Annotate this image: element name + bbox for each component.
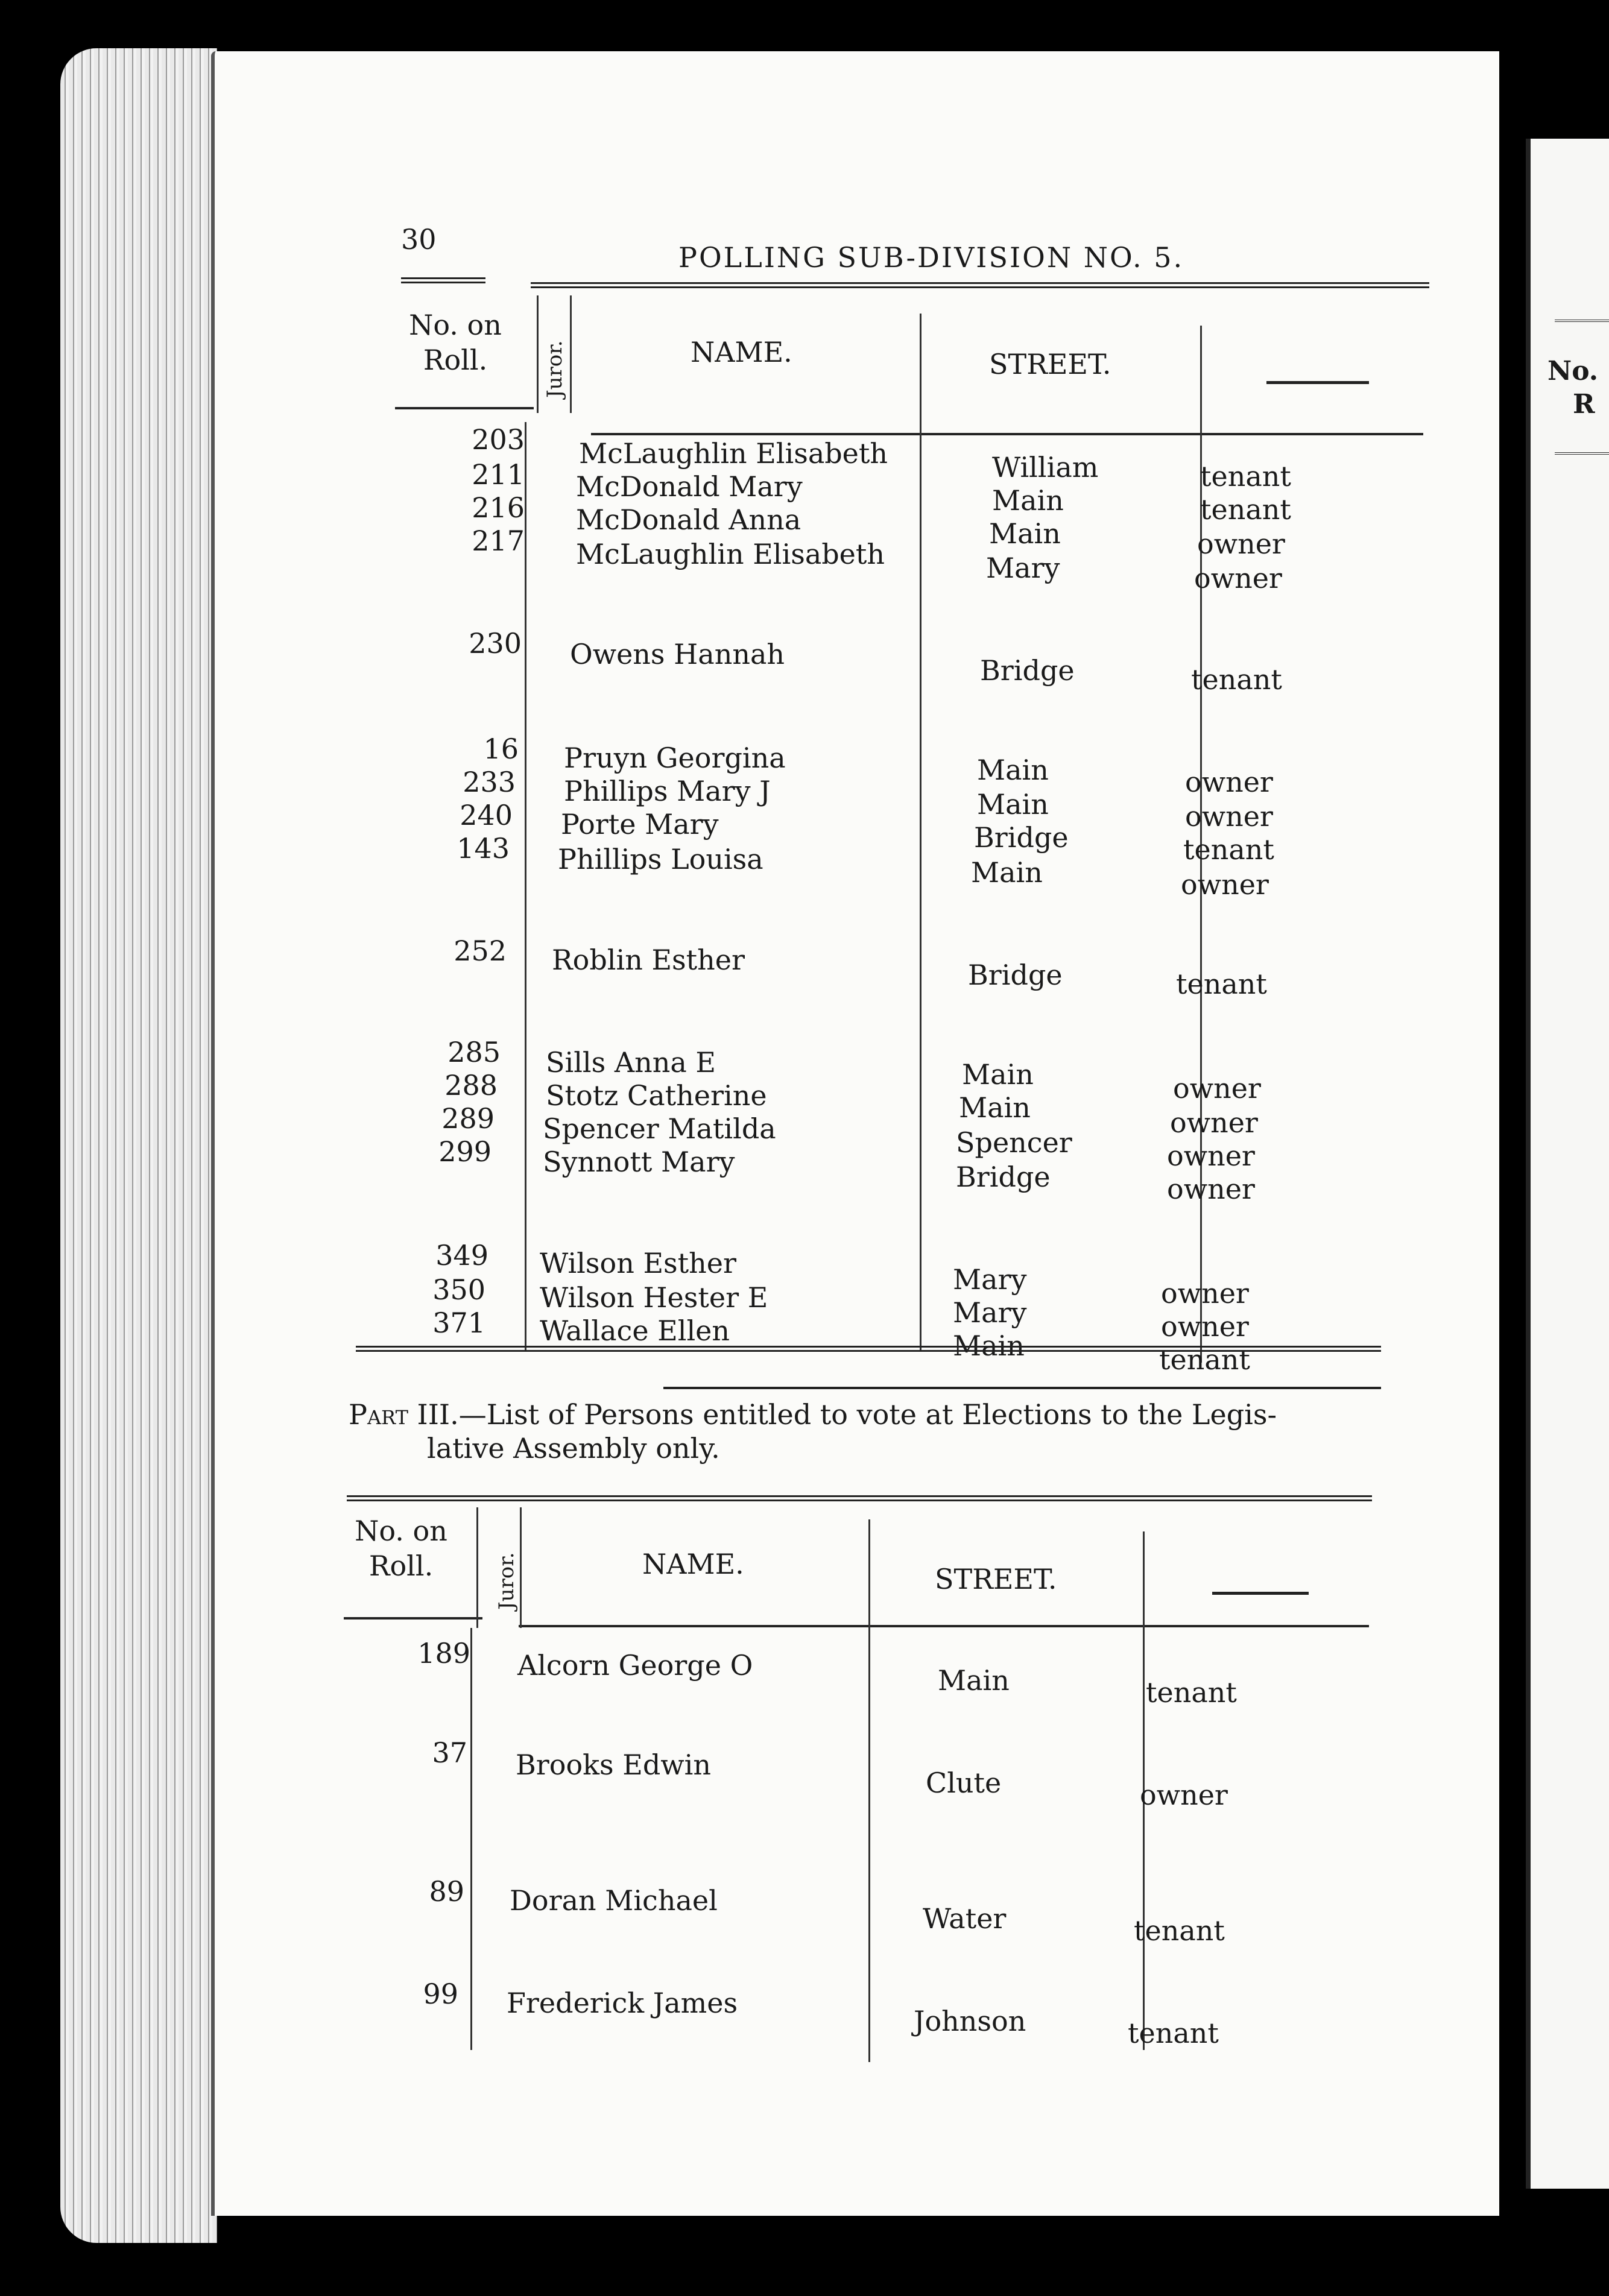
tenure: tenant xyxy=(1128,2017,1219,2049)
roll-number: 189 xyxy=(417,1637,470,1670)
street: Bridge xyxy=(980,654,1075,687)
street: Bridge xyxy=(956,1161,1051,1193)
rule xyxy=(395,407,534,409)
part-three-text-line1: —List of Persons entitled to vote at Elections to the Legis- xyxy=(458,1398,1277,1431)
street: Mary xyxy=(953,1296,1027,1329)
header-no-on-roll-label: No. on Roll. xyxy=(355,1515,447,1582)
tenure: owner xyxy=(1181,868,1269,901)
column-divider xyxy=(520,1507,522,1628)
rule xyxy=(591,433,1423,435)
column-divider xyxy=(920,314,921,1351)
part-three-label: Part III. xyxy=(349,1398,459,1431)
roll-number: 240 xyxy=(460,799,513,831)
voter-name: McDonald Anna xyxy=(576,503,801,536)
tenure: tenant xyxy=(1159,1343,1250,1376)
street: Main xyxy=(953,1329,1025,1362)
voter-name: Roblin Esther xyxy=(552,944,745,976)
roll-number: 289 xyxy=(441,1102,495,1135)
street: Johnson xyxy=(914,2005,1026,2037)
voter-name: Phillips Mary J xyxy=(564,775,771,807)
street: Main xyxy=(938,1664,1010,1697)
column-divider xyxy=(537,295,539,413)
voter-name: Porte Mary xyxy=(561,808,719,840)
header-juror: Juror. xyxy=(543,340,567,398)
rule xyxy=(401,277,485,283)
tenure: owner xyxy=(1167,1173,1255,1205)
next-page-fragment xyxy=(1526,139,1609,2189)
book-page-edges xyxy=(60,48,217,2243)
tenure: tenant xyxy=(1134,1914,1225,1947)
roll-number: 252 xyxy=(454,935,507,967)
roll-number: 89 xyxy=(429,1875,464,1908)
roll-number: 99 xyxy=(423,1978,458,2010)
column-divider xyxy=(525,422,526,1351)
roll-number: 233 xyxy=(463,766,516,798)
roll-number: 230 xyxy=(469,627,522,660)
header-no-on-roll xyxy=(347,1513,455,1583)
street: Main xyxy=(959,1091,1031,1124)
roll-number: 16 xyxy=(483,733,519,765)
voter-name: Brooks Edwin xyxy=(516,1749,712,1781)
next-page-label-1: No. xyxy=(1547,356,1599,386)
roll-number: 288 xyxy=(444,1069,498,1102)
next-page-label-2: R xyxy=(1573,389,1595,420)
tenure: tenant xyxy=(1176,968,1267,1000)
tenure: tenant xyxy=(1200,493,1291,526)
column-divider xyxy=(476,1507,478,1628)
street: Spencer xyxy=(956,1126,1072,1159)
roll-number: 285 xyxy=(447,1036,501,1068)
street: Main xyxy=(971,856,1043,889)
tenure: owner xyxy=(1140,1779,1228,1811)
tenure: owner xyxy=(1185,766,1273,798)
voter-name: Wilson Esther xyxy=(540,1247,736,1279)
voter-name: McDonald Mary xyxy=(576,470,803,503)
tenure: owner xyxy=(1161,1277,1249,1310)
voter-name: Alcorn George O xyxy=(517,1649,753,1682)
rule xyxy=(356,1346,1381,1352)
tenure: tenant xyxy=(1191,663,1282,696)
header-name: NAME. xyxy=(691,336,792,368)
next-page-rule xyxy=(1555,452,1609,455)
next-page-rule xyxy=(1555,320,1609,322)
voter-name: McLaughlin Elisabeth xyxy=(579,437,888,470)
tenure: owner xyxy=(1185,800,1273,833)
roll-number: 299 xyxy=(438,1135,492,1168)
tenure: tenant xyxy=(1200,460,1291,493)
street: Main xyxy=(977,788,1049,821)
rule xyxy=(531,282,1429,288)
page-number: 30 xyxy=(401,223,437,256)
voter-name: Pruyn Georgina xyxy=(564,742,786,774)
street: Main xyxy=(992,484,1064,517)
header-juror: Juror. xyxy=(495,1552,519,1610)
street: William xyxy=(992,451,1099,484)
voter-name: Synnott Mary xyxy=(543,1146,735,1178)
tenure: owner xyxy=(1170,1106,1258,1139)
rule xyxy=(344,1617,482,1620)
street: Water xyxy=(923,1902,1007,1935)
roll-number: 216 xyxy=(472,491,525,524)
street: Bridge xyxy=(968,959,1063,991)
voter-name: McLaughlin Elisabeth xyxy=(576,538,885,570)
column-divider xyxy=(470,1628,472,2050)
voter-name: Frederick James xyxy=(507,1987,738,2019)
street: Mary xyxy=(953,1263,1027,1296)
voter-name: Spencer Matilda xyxy=(543,1112,776,1145)
voter-name: Stotz Catherine xyxy=(546,1079,767,1112)
voter-name: Phillips Louisa xyxy=(558,843,763,875)
voter-name: Wallace Ellen xyxy=(540,1314,730,1347)
roll-number: 211 xyxy=(472,458,525,491)
voter-name: Wilson Hester E xyxy=(540,1281,768,1314)
tenure: tenant xyxy=(1183,833,1274,866)
header-tenure-dash xyxy=(1212,1592,1309,1595)
roll-number: 217 xyxy=(472,525,525,557)
header-street: STREET. xyxy=(989,348,1111,380)
rule xyxy=(519,1625,1369,1627)
page-title: POLLING SUB-DIVISION NO. 5. xyxy=(678,241,1184,274)
roll-number: 143 xyxy=(457,832,510,865)
voter-name: Sills Anna E xyxy=(546,1046,716,1079)
roll-number: 203 xyxy=(472,423,525,456)
street: Main xyxy=(989,517,1061,550)
roll-number: 371 xyxy=(432,1307,485,1339)
tenure: owner xyxy=(1194,562,1282,594)
roll-number: 37 xyxy=(432,1736,467,1769)
tenure: owner xyxy=(1167,1140,1255,1172)
tenure: owner xyxy=(1173,1072,1261,1105)
voter-name: Doran Michael xyxy=(510,1884,718,1917)
rule xyxy=(347,1495,1372,1501)
tenure: tenant xyxy=(1146,1676,1237,1709)
roll-number: 349 xyxy=(435,1239,488,1272)
street: Main xyxy=(977,754,1049,786)
street: Mary xyxy=(986,552,1060,584)
part-three-text-line2: lative Assembly only. xyxy=(427,1432,720,1465)
header-name: NAME. xyxy=(642,1548,744,1580)
voter-name: Owens Hannah xyxy=(570,638,785,670)
header-no-on-roll-label: No. on Roll. xyxy=(409,309,502,376)
street: Main xyxy=(962,1058,1034,1091)
street: Bridge xyxy=(974,821,1069,854)
tenure: owner xyxy=(1161,1310,1249,1343)
header-no-on-roll xyxy=(401,308,510,377)
roll-number: 350 xyxy=(432,1273,485,1306)
tenure: owner xyxy=(1197,528,1285,560)
column-divider xyxy=(868,1519,870,2062)
rule xyxy=(663,1387,1381,1389)
header-tenure-dash xyxy=(1266,381,1369,384)
column-divider xyxy=(570,295,572,413)
part-three-heading xyxy=(349,1398,1434,1465)
header-street: STREET. xyxy=(935,1563,1057,1595)
street: Clute xyxy=(926,1767,1002,1799)
